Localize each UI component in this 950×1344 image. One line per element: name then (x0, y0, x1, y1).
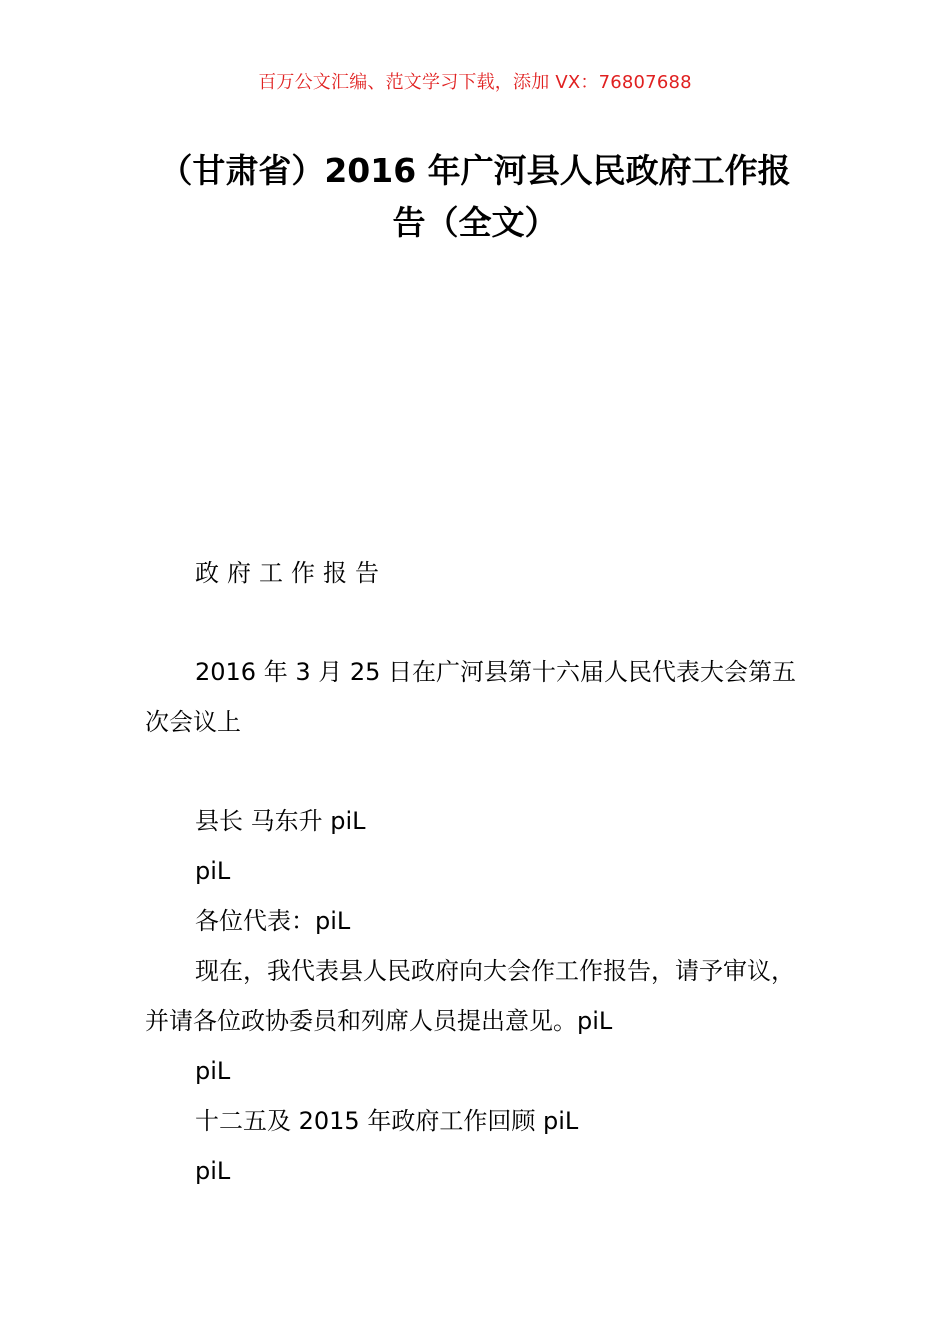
body-paragraph: piL (195, 857, 231, 885)
body-paragraph: 现在，我代表县人民政府向大会作工作报告，请予审议，并请各位政协委员和列席人员提出意见。piL (145, 957, 795, 1035)
meeting-info-paragraph: 2016 年 3 月 25 日在广河县第十六届人民代表大会第五次会议上 (145, 658, 797, 736)
header-banner: 百万公文汇编、范文学习下载，添加 VX：76807688 (258, 72, 692, 93)
salutation-line: 各位代表：piL (195, 907, 351, 935)
section-heading: 政府工作报告 (195, 559, 387, 587)
speaker-line: 县长 马东升 piL (195, 807, 366, 835)
body-paragraph: piL (195, 1057, 231, 1085)
section-subheading: 十二五及 2015 年政府工作回顾 piL (195, 1107, 579, 1135)
title-line-1: （甘肃省）2016 年广河县人民政府工作报 (159, 151, 791, 190)
document-title (140, 145, 810, 249)
body-paragraph: piL (195, 1157, 231, 1185)
title-line-2: 告（全文） (392, 203, 558, 242)
